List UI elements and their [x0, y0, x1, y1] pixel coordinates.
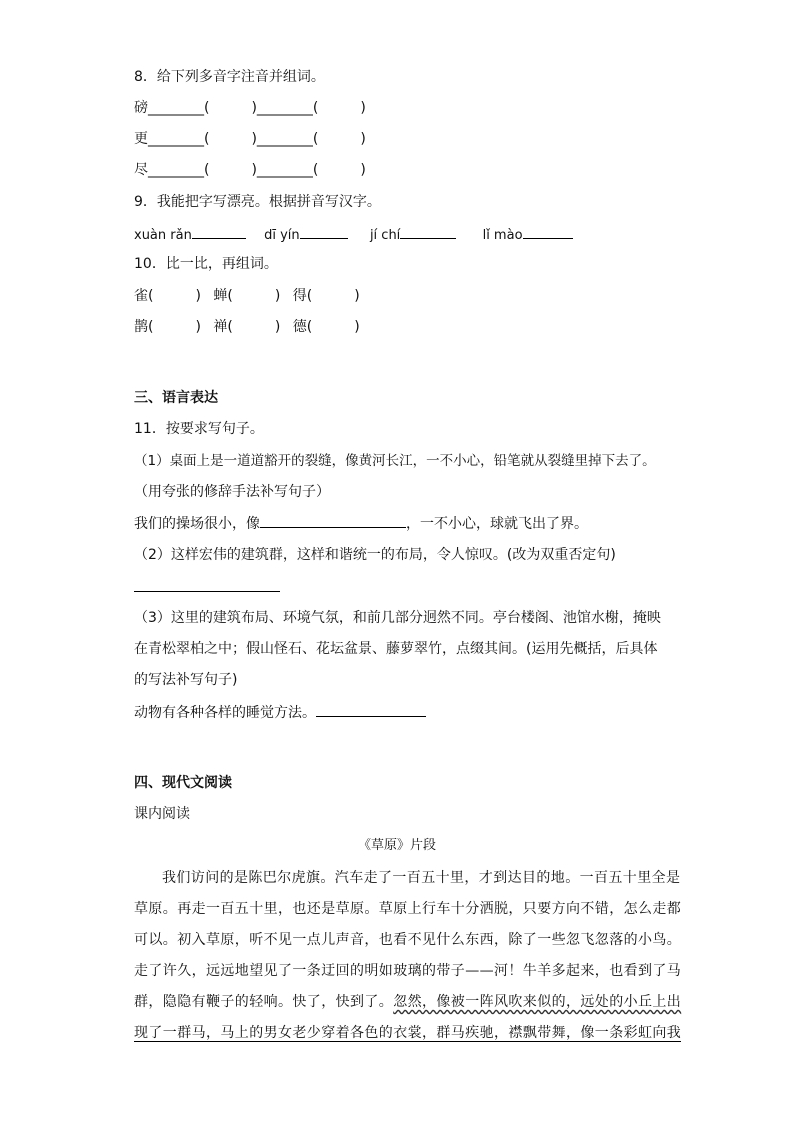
passage-line: 走了许久，远远地望见了一条迂回的明如玻璃的带子——河！牛羊多起来，也看到了马 [134, 963, 682, 979]
passage-title: 《草原》片段 [357, 838, 436, 853]
pinyin-1: xuàn rǎn [134, 228, 192, 243]
pinyin-3: jí chí [369, 228, 401, 243]
answer-blank[interactable] [134, 591, 280, 592]
answer-blank[interactable] [316, 702, 426, 717]
answer-blank[interactable] [300, 224, 348, 239]
q10-row-1 [134, 286, 360, 306]
section-heading-3: 三、语言表达 [134, 390, 218, 406]
passage-line [134, 1023, 682, 1043]
q10-char: 禅 [213, 319, 228, 335]
pinyin-4: lǐ mào [482, 228, 523, 243]
pinyin-2: dī yín [264, 228, 300, 243]
passage-line: 我们访问的是陈巴尔虎旗。汽车走了一百五十里，才到达目的地。一百五十里全是 [162, 870, 681, 886]
q11-part1-line2: （用夸张的修辞手法补写句子） [134, 484, 330, 500]
passage-line [134, 992, 682, 1012]
q11-part3-answer [134, 702, 426, 723]
q10-title: 10．比一比，再组词。 [134, 256, 278, 272]
q8-char: 磅 [134, 100, 148, 116]
q8-row-1 [134, 98, 366, 118]
passage-line: 草原。再走一百五十里，也还是草原。草原上行车十分洒脱，只要方向不错，怎么走都 [134, 901, 682, 917]
q8-char: 更 [134, 131, 148, 147]
q11-part3-line1: （3）这里的建筑布局、环境气氛，和前几部分迥然不同。亭台楼阁、池馆水榭，掩映 [134, 610, 661, 626]
q8-blanks[interactable]: ________( )________( ) [148, 100, 366, 116]
passage-underlined-text: 现了一群马，马上的男女老少穿着各色的衣裳，群马疾驰，襟飘带舞，像一条彩虹向我 [134, 1025, 682, 1041]
q8-title: 8．给下列多音字注音并组词。 [134, 69, 325, 85]
answer-blank[interactable]: ( ) [148, 288, 201, 304]
q10-char: 得 [292, 288, 307, 304]
answer-blank[interactable]: ( ) [227, 319, 281, 335]
answer-prefix: 我们的操场很小，像 [134, 516, 260, 532]
section-subheading: 课内阅读 [134, 806, 190, 822]
q8-blanks[interactable]: ________( )________( ) [148, 131, 366, 147]
q11-part3-line2: 在青松翠柏之中；假山怪石、花坛盆景、藤萝翠竹，点缀其间。(运用先概括，后具体 [134, 641, 658, 657]
q9-title: 9．我能把字写漂亮。根据拼音写汉字。 [134, 194, 381, 210]
q8-char: 尽 [134, 162, 148, 178]
passage-line: 可以。初入草原，听不见一点儿声音，也看不见什么东西，除了一些忽飞忽落的小鸟。 [134, 932, 682, 948]
answer-blank[interactable] [400, 224, 456, 239]
section-heading-4: 四、现代文阅读 [134, 775, 232, 791]
q8-blanks[interactable]: ________( )________( ) [148, 162, 366, 178]
answer-blank[interactable]: ( ) [227, 288, 281, 304]
answer-blank[interactable] [260, 513, 406, 528]
answer-suffix: ，一不小心，球就飞出了界。 [406, 516, 588, 532]
q11-part1-answer [134, 513, 588, 534]
q11-part3-line3: 的写法补写句子) [134, 672, 238, 688]
q11-title: 11．按要求写句子。 [134, 421, 264, 437]
q10-row-2 [134, 317, 360, 337]
q8-row-2 [134, 129, 366, 149]
q10-char: 鹊 [134, 319, 148, 335]
answer-blank[interactable]: ( ) [306, 319, 360, 335]
passage-underlined-text: 忽然，像被一阵风吹来似的，远处的小丘上出 [393, 994, 682, 1010]
answer-blank[interactable]: ( ) [148, 319, 201, 335]
answer-blank[interactable] [523, 224, 573, 239]
passage-text: 群，隐隐有鞭子的轻响。快了，快到了。 [134, 994, 394, 1010]
answer-prefix: 动物有各种各样的睡觉方法。 [134, 705, 316, 721]
q10-char: 雀 [134, 288, 148, 304]
q8-row-3 [134, 160, 366, 180]
q11-part2: （2）这样宏伟的建筑群，这样和谐统一的布局，令人惊叹。(改为双重否定句) [134, 547, 616, 563]
answer-blank[interactable] [192, 224, 246, 239]
q9-pinyin-row [134, 224, 573, 246]
q11-part1-line1: （1）桌面上是一道道豁开的裂缝，像黄河长江，一不小心，铅笔就从裂缝里掉下去了。 [134, 453, 656, 469]
answer-blank[interactable]: ( ) [306, 288, 360, 304]
q10-char: 蝉 [213, 288, 228, 304]
q10-char: 德 [292, 319, 307, 335]
